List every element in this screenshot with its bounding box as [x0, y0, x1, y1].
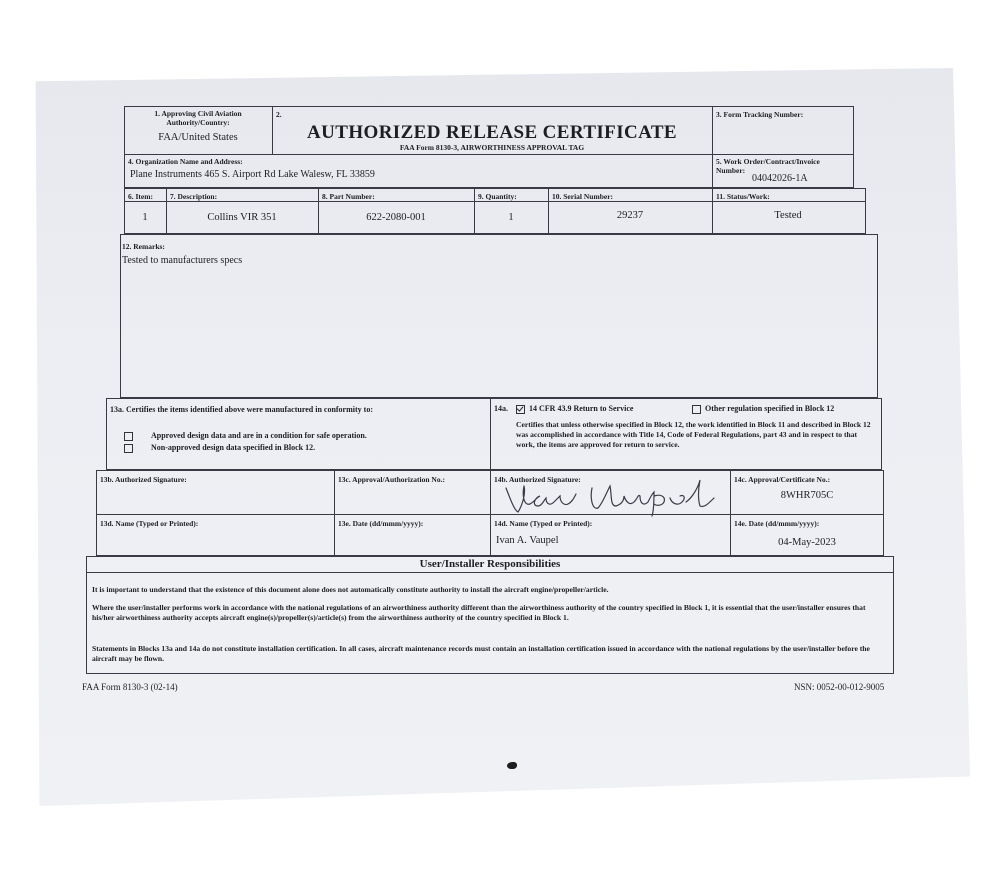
nsn-footer: NSN: 0052-00-012-9005: [794, 682, 885, 692]
block12-value: Tested to manufacturers specs: [122, 255, 243, 266]
block4-value: Plane Instruments 465 S. Airport Rd Lake Walesw, FL 33859: [130, 169, 375, 180]
block14e-value: 04-May-2023: [778, 537, 836, 548]
block14a-label: 14a.: [494, 404, 508, 413]
block14e-label: 14e. Date (dd/mmm/yyyy):: [734, 519, 820, 528]
responsibilities-p1: It is important to understand that the existence of this document alone does not automatically constitute authority to install the aircraft engine/propeller/article.: [92, 585, 609, 594]
responsibilities-heading: User/Installer Responsibilities: [419, 558, 561, 570]
form-title: AUTHORIZED RELEASE CERTIFICATE: [307, 122, 677, 143]
block14a-text: Certifies that unless otherwise specified in Block 12, the work identified in Block 11 and described in Block 12 was accomplished in accordance with Title 14, Code of Federal Regulations, part 43 and in respect to that work, the items are approved for return to service.: [516, 420, 871, 449]
block13c-label: 13c. Approval/Authorization No.:: [338, 475, 445, 484]
responsibilities-p2: Where the user/installer performs work in accordance with the national regulations of an airworthiness authority different than the airworthiness authority of the country specified in Block 1, it is essential that the user/installer ensures that his/her airworthiness authority accepts aircraft engine(s)/propeller(s)/article(s) from the airworthiness authority of the country specified in Block 1.: [92, 603, 866, 622]
row-part-number: 622-2080-001: [366, 212, 426, 223]
row-status: Tested: [774, 210, 802, 221]
row-item: 1: [142, 212, 148, 223]
block14c-value: 8WHR705C: [780, 490, 834, 501]
block1-value: FAA/United States: [158, 132, 238, 143]
block2-label: 2.: [276, 110, 282, 119]
row-quantity: 1: [508, 212, 514, 223]
block13b-label: 13b. Authorized Signature:: [100, 475, 187, 484]
checkbox-13a-approved[interactable]: [124, 432, 133, 441]
header-status: 11. Status/Work:: [716, 192, 770, 201]
authorized-signature: [494, 476, 726, 518]
block14d-value: Ivan A. Vaupel: [496, 535, 559, 546]
block4-label: 4. Organization Name and Address:: [128, 157, 243, 166]
block5-value: 04042026-1A: [752, 173, 808, 184]
block12-label: 12. Remarks:: [122, 242, 165, 251]
block14d-label: 14d. Name (Typed or Printed):: [494, 519, 593, 528]
block13a-opt1[interactable]: Approved design data and are in a condition for safe operation.: [124, 431, 367, 441]
block3-label: 3. Form Tracking Number:: [716, 110, 804, 119]
block13e-label: 13e. Date (dd/mmm/yyyy):: [338, 519, 424, 528]
block13d-label: 13d. Name (Typed or Printed):: [100, 519, 199, 528]
block13a-label: 13a. Certifies the items identified above were manufactured in conformity to:: [110, 405, 373, 414]
header-serial-number: 10. Serial Number:: [552, 192, 614, 201]
checkbox-13a-non-approved[interactable]: [124, 444, 133, 453]
block13a-opt2[interactable]: Non-approved design data specified in Block 12.: [124, 443, 315, 453]
block1-label: 1. Approving Civil Aviation Authority/Country:: [154, 109, 242, 127]
block5-label: 5. Work Order/Contract/Invoice Number:: [716, 157, 820, 175]
responsibilities-p3: Statements in Blocks 13a and 14a do not constitute installation certification. In all cases, aircraft maintenance records must contain an installation certification issued in accordance with the national regulations by the user/installer before the aircraft may be flown.: [92, 644, 870, 663]
checkbox-14a-return-to-service[interactable]: [516, 405, 525, 414]
header-item: 6. Item:: [128, 192, 153, 201]
row-description: Collins VIR 351: [207, 212, 277, 223]
header-quantity: 9. Quantity:: [478, 192, 517, 201]
block14b-label: 14b. Authorized Signature:: [494, 475, 581, 484]
block14a-opt1[interactable]: 14 CFR 43.9 Return to Service: [516, 404, 633, 414]
block14a-opt2[interactable]: Other regulation specified in Block 12: [692, 404, 834, 414]
header-part-number: 8. Part Number:: [322, 192, 375, 201]
ink-spot: [507, 762, 517, 769]
header-description: 7. Description:: [170, 192, 218, 201]
row-serial-number: 29237: [616, 210, 644, 221]
checkbox-14a-other-regulation[interactable]: [692, 405, 701, 414]
form-subtitle: FAA Form 8130-3, AIRWORTHINESS APPROVAL TAG: [399, 143, 585, 152]
form-number-footer: FAA Form 8130-3 (02-14): [82, 682, 178, 692]
block14c-label: 14c. Approval/Certificate No.:: [734, 475, 831, 484]
